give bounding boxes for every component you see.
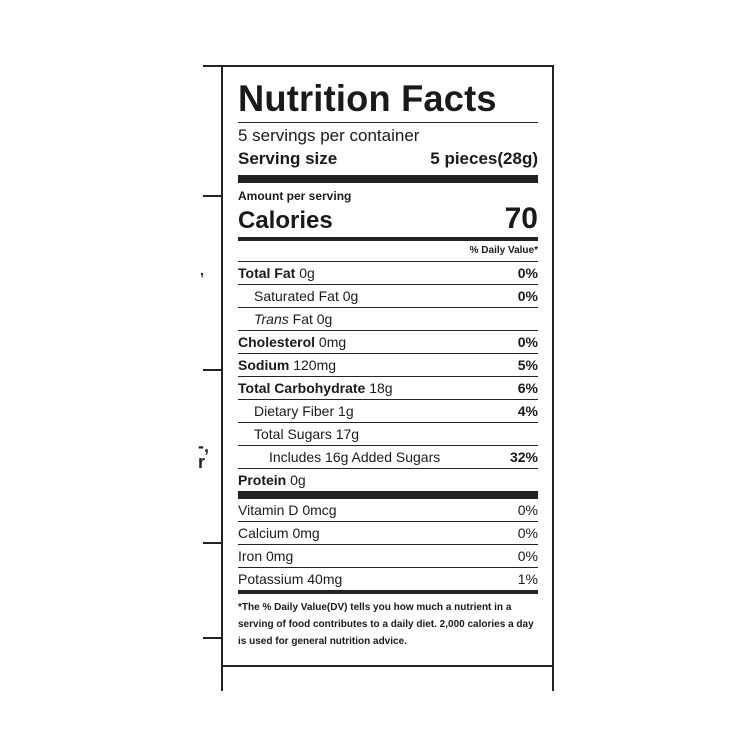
nutrient-row-total-sugars: Total Sugars 17g	[238, 422, 538, 445]
frame-tick	[203, 542, 222, 544]
serving-size-row	[238, 147, 538, 171]
frame-top-line	[203, 65, 554, 67]
daily-value-footnote: *The % Daily Value(DV) tells you how much a nutrient in a serving of food contributes to a daily diet. 2,000 calories a day is used for general nutrition advice.	[238, 602, 534, 647]
nutrient-row-total-carbohydrate: Total Carbohydrate 18g 6%	[238, 376, 538, 399]
serving-size-value: 5 pieces(28g)	[430, 149, 538, 168]
servings-per-container: 5 servings per container	[238, 126, 420, 145]
calories-row	[238, 203, 538, 235]
frame-tick	[203, 637, 222, 639]
amount-per-serving: Amount per serving	[238, 189, 352, 203]
vitamin-row-calcium: Calcium 0mg 0%	[238, 521, 538, 544]
nutrient-row-total-fat: Total Fat 0g 0%	[238, 261, 538, 284]
divider-thick	[238, 491, 538, 499]
stray-mark: -,	[198, 436, 209, 456]
frame-bottom-line	[223, 665, 554, 667]
vitamins-section	[238, 499, 538, 590]
nutrient-row-saturated-fat: Saturated Fat 0g 0%	[238, 284, 538, 307]
stray-mark: r	[198, 452, 206, 472]
vitamin-row-potassium: Potassium 40mg 1%	[238, 567, 538, 590]
frame-left-line	[221, 66, 223, 691]
vitamin-row-vitamin-d: Vitamin D 0mcg 0%	[238, 502, 538, 518]
nutrient-row-added-sugars: Includes 16g Added Sugars 32%	[238, 445, 538, 468]
nutrition-facts-panel	[238, 78, 538, 650]
stray-mark: ,	[200, 262, 204, 278]
frame-right-line	[552, 66, 554, 691]
calories-value: 70	[504, 202, 538, 235]
divider-thick	[238, 175, 538, 183]
divider-medium	[238, 590, 538, 594]
frame-tick	[203, 195, 222, 197]
vitamin-row-iron: Iron 0mg 0%	[238, 544, 538, 567]
divider	[238, 122, 538, 123]
frame-tick	[203, 369, 222, 371]
serving-size-label: Serving size	[238, 149, 338, 168]
calories-label: Calories	[238, 207, 333, 234]
nutrient-row-trans-fat: Trans Fat 0g	[238, 307, 538, 330]
daily-value-header: % Daily Value*	[469, 245, 538, 256]
nutrient-row-sodium: Sodium 120mg 5%	[238, 353, 538, 376]
label-title: Nutrition Facts	[238, 78, 497, 119]
nutrient-row-dietary-fiber: Dietary Fiber 1g 4%	[238, 399, 538, 422]
nutrient-row-cholesterol: Cholesterol 0mg 0%	[238, 330, 538, 353]
nutrient-row-protein: Protein 0g	[238, 468, 538, 491]
